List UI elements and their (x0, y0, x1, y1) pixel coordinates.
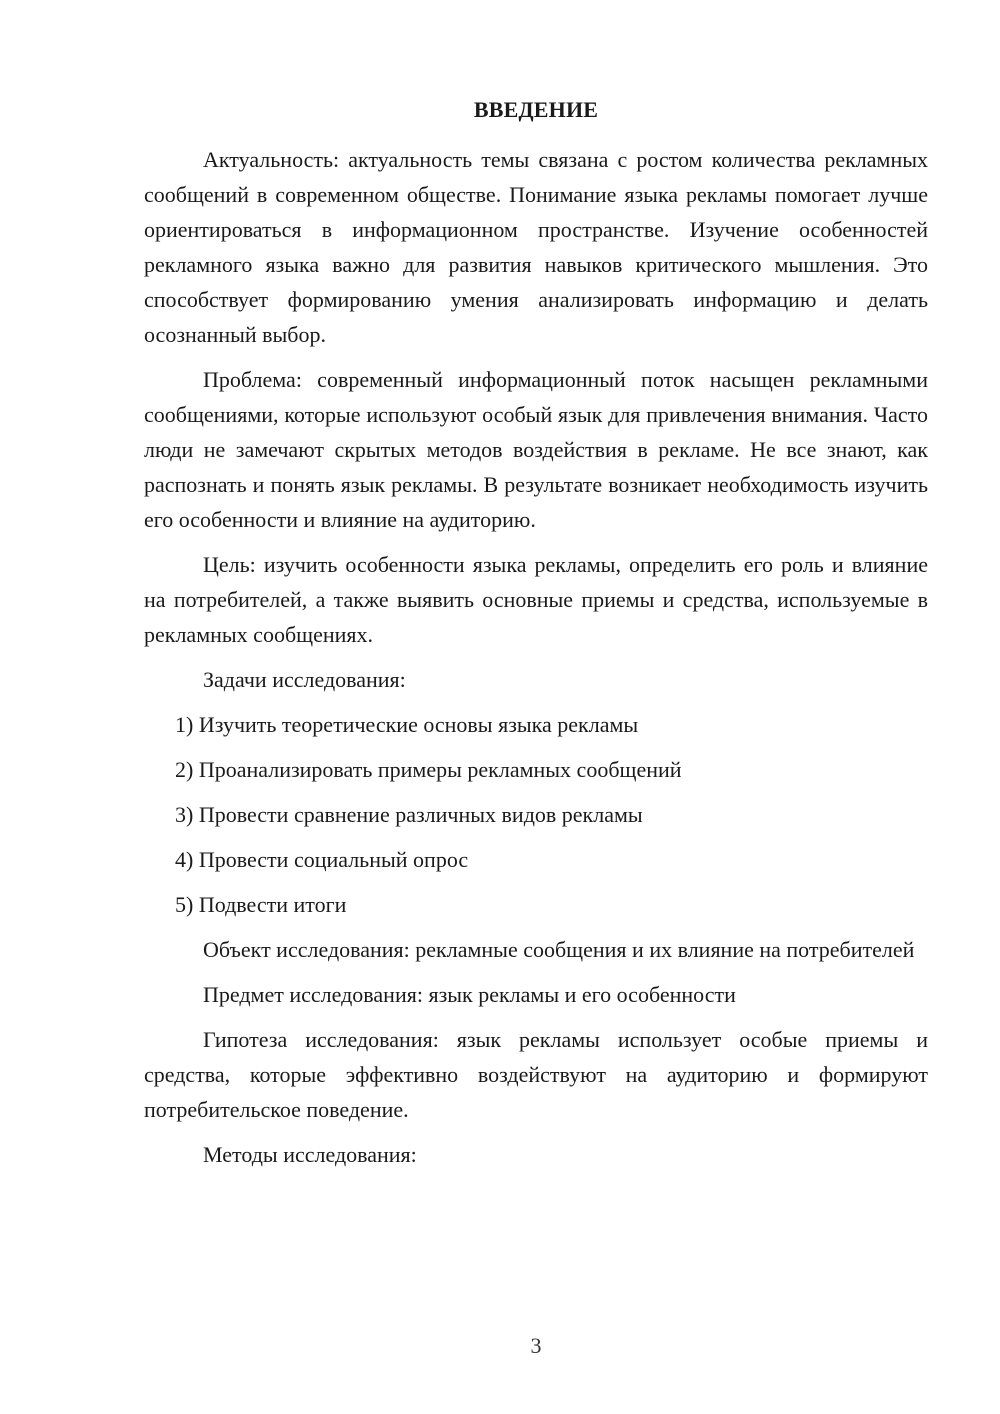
paragraph-goal: Цель: изучить особенности языка рекламы, определить его роль и влияние на потребителей, а также выявить основные приемы и средства, используемые в рекламных сообщениях. (144, 552, 928, 647)
tasks-list (144, 707, 928, 922)
paragraph-relevance: Актуальность: актуальность темы связана с ростом количества рекламных сообщений в современном обществе. Понимание языка рекламы помогает лучше ориентироваться в информационном пространстве. Изучение особенностей рекламного языка важно для развития навыков критического мышления. Это способствует формированию умения анализировать информацию и делать осознанный выбор. (144, 147, 928, 347)
list-item: 5) Подвести итоги (175, 892, 347, 917)
list-item: 4) Провести социальный опрос (175, 847, 469, 872)
paragraph-object: Объект исследования: рекламные сообщения и их влияние на потребителей (203, 937, 915, 962)
page-title: ВВЕДЕНИЕ (473, 97, 599, 122)
paragraph-methods: Методы исследования: (203, 1142, 417, 1167)
page-number: 3 (530, 1333, 542, 1358)
tasks-heading: Задачи исследования: (203, 667, 406, 692)
paragraph-problem: Проблема: современный информационный поток насыщен рекламными сообщениями, которые используют особый язык для привлечения внимания. Часто люди не замечают скрытых методов воздействия в рекламе. Не все знают, как распознать и понять язык рекламы. В результате возникает необходимость изучить его особенности и влияние на аудиторию. (144, 367, 928, 532)
list-item: 2) Проанализировать примеры рекламных сообщений (175, 757, 682, 782)
list-item: 3) Провести сравнение различных видов рекламы (175, 802, 643, 827)
list-item: 1) Изучить теоретические основы языка рекламы (175, 712, 639, 737)
document-body (144, 142, 928, 1182)
paragraph-subject: Предмет исследования: язык рекламы и его особенности (203, 982, 736, 1007)
paragraph-hypothesis: Гипотеза исследования: язык рекламы использует особые приемы и средства, которые эффективно воздействуют на аудиторию и формируют потребительское поведение. (144, 1027, 928, 1122)
